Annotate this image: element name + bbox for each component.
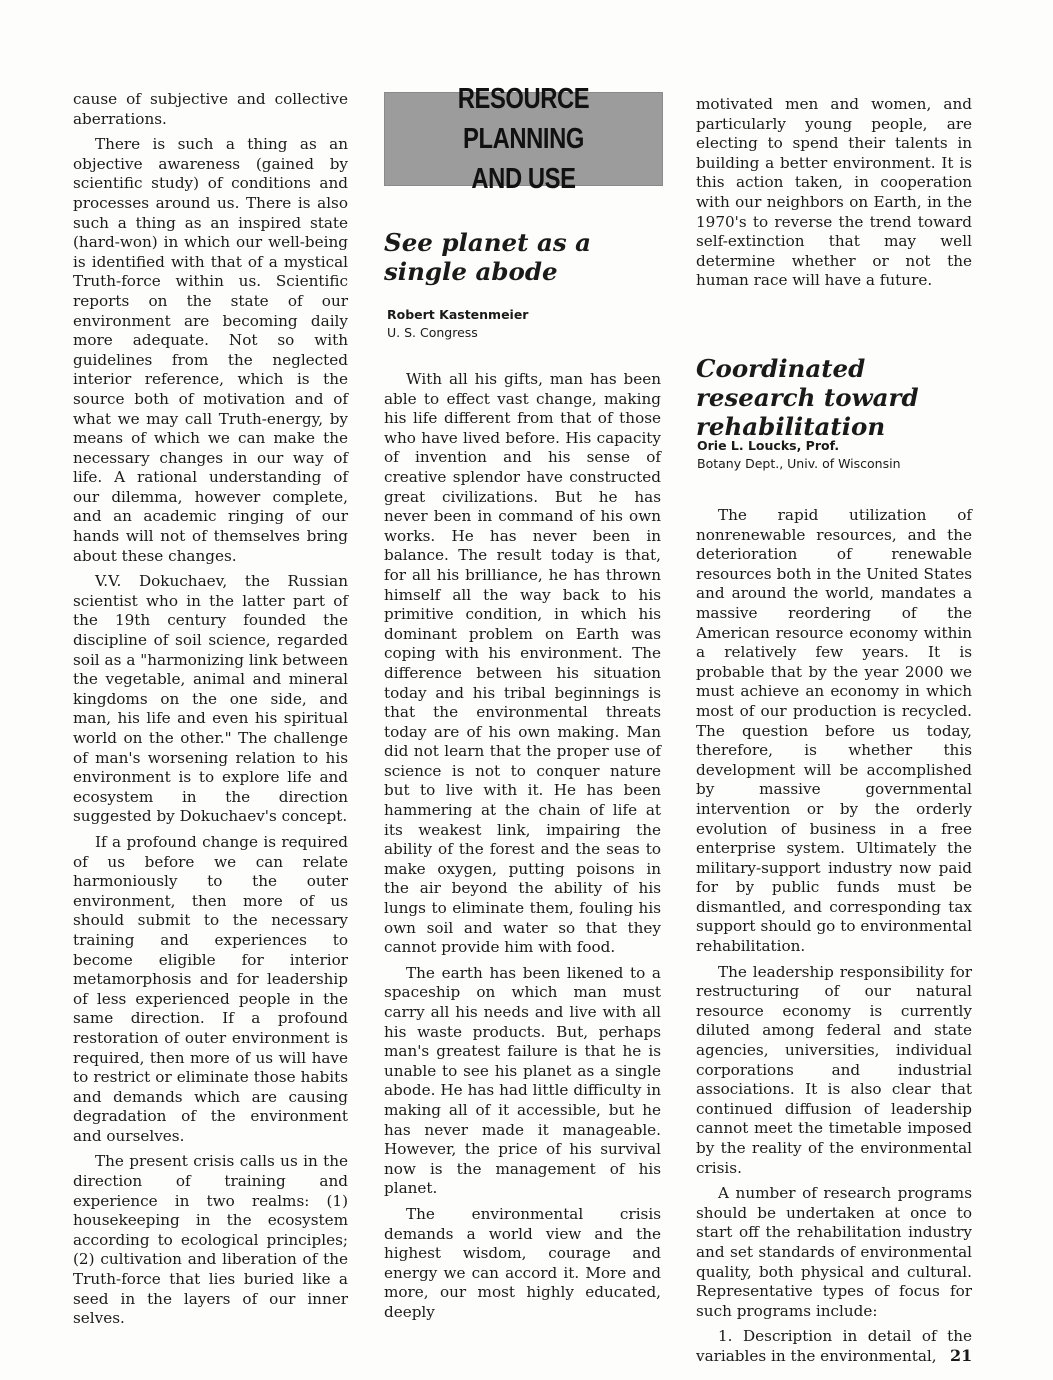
page-number: 21 [950, 1346, 973, 1365]
paragraph: The earth has been likened to a spaceship on which man must carry all his needs and live with all his waste products. But, perhaps man's greatest failure is that he is unable to see his planet as a single abode. He has had little difficulty in making all of it accessible, but he has never made it manageable. However, the price of his survival now is the management of his planet. [384, 963, 661, 1198]
article-2-header [696, 354, 986, 441]
article-1-author: Robert Kastenmeier [387, 307, 529, 322]
article-1-byline [387, 306, 528, 342]
paragraph: cause of subjective and collective aberrations. [73, 90, 348, 128]
paragraph: There is such a thing as an objective awareness (gained by scientific study) of conditions and processes around us. There is also such a thing as an inspired state (hard-won) in which our well-being is identified with that of a mystical Truth-force within us. Scientific reports on the state of our environment are becoming daily more adequate. Not so with guidelines from the neglected interior reference, which is the source both of motivation and of what we may call Truth-energy, by means of which we can make the necessary changes in our way of life. A rational understanding of our dilemma, however complete, and an academic ringing of our hands will not of themselves bring about these changes. [73, 135, 348, 565]
paragraph: A number of research programs should be undertaken at once to start off the rehabilitation industry and set standards of environmental quality, both physical and cultural. Representative types of focus for such programs include: [696, 1184, 972, 1320]
paragraph: The rapid utilization of nonrenewable resources, and the deterioration of renewable resources both in the United States and around the world, mandates a massive reordering of the American resource economy within a relatively few years. It is probable that by the year 2000 we must achieve an economy in which most of our production is recycled. The question before us today, therefore, is whether this development will be accomplished by massive governmental intervention or by the orderly evolution of business in a free enterprise system. Ultimately the military-support industry now paid for by public funds must be dismantled, and corresponding tax support should go to environmental rehabilitation. [696, 506, 972, 956]
paragraph: The present crisis calls us in the direction of training and experience in two realms: (1) housekeeping in the ecosystem according to ecological principles; (2) cultivation and liberation of the Truth-force that lies buried like a seed in the layers of our inner selves. [73, 1152, 348, 1328]
column-3 [696, 95, 972, 291]
paragraph: With all his gifts, man has been able to effect vast change, making his life different from that of those who have lived before. His capacity of invention and his sense of creative splendor have constructed great civilizations. But he has never been in command of his own works. He has never been in balance. The result today is that, for all his brilliance, he has thrown himself all the way back to his primitive condition, in which his dominant problem on Earth was coping with his environment. The difference between his situation today and his tribal beginnings is that the environmental threats today are of his own making. Man did not learn that the proper use of science is not to conquer nature but to live with it. He has been hammering at the chain of life at its weakest link, impairing the ability of the forest and the seas to make oxygen, putting poisons in the air beyond the ability of his lungs to eliminate them, fouling his own soil and water so that they cannot provide him with food. [384, 370, 661, 957]
column-2 [384, 370, 661, 1323]
article-1-affiliation: U. S. Congress [387, 325, 478, 340]
section-header: RESOURCE PLANNING AND USE [457, 83, 590, 195]
article-2-affiliation: Botany Dept., Univ. of Wisconsin [697, 456, 901, 471]
paragraph: If a profound change is required of us before we can relate harmoniously to the outer environment, then more of us should submit to the necessary training and experiences to become eligible for interior metamorphosis and for leadership of less experienced people in the same direction. If a profound restoration of outer environment is required, then more of us will have to restrict or eliminate those habits and demands which are causing degradation of the environment and ourselves. [73, 832, 348, 1145]
section-header-box [384, 83, 663, 195]
article-1-title: See planet as a single abode [384, 228, 592, 286]
paragraph: motivated men and women, and particularly young people, are electing to spend their talents in building a better environment. It is this action taken, in cooperation with our neighbors on Earth, in the 1970's to reverse the trend toward self-extinction that may well determine whether or not the human race will have a future. [696, 95, 972, 290]
paragraph: V.V. Dokuchaev, the Russian scientist who in the latter part of the 19th century founded the discipline of soil science, regarded soil as a "harmonizing link between the vegetable, animal and mineral kingdoms on the one side, and man, his life and even his spiritual world on the other." The challenge of man's worsening relation to his environment is to explore life and ecosystem in the direction suggested by Dokuchaev's concept. [73, 572, 348, 826]
paragraph: 1. Description in detail of the variables in the environmental, [696, 1327, 972, 1365]
article-2-byline [697, 437, 901, 473]
article-2-author: Orie L. Loucks, Prof. [697, 438, 840, 453]
column-1 [73, 90, 348, 1329]
article-1-header [384, 228, 674, 286]
paragraph: The environmental crisis demands a world view and the highest wisdom, courage and energy we can accord it. More and more, our most highly educated, deeply [384, 1204, 661, 1321]
paragraph: The leadership responsibility for restructuring of our natural resource economy is currently diluted among federal and state agencies, universities, individual corporations and industrial associations. It is also clear that continued diffusion of leadership cannot meet the timetable imposed by the reality of the environmental crisis. [696, 962, 972, 1177]
article-2-title: Coordinated research toward rehabilitation [696, 354, 919, 441]
column-3-article [696, 506, 972, 1367]
